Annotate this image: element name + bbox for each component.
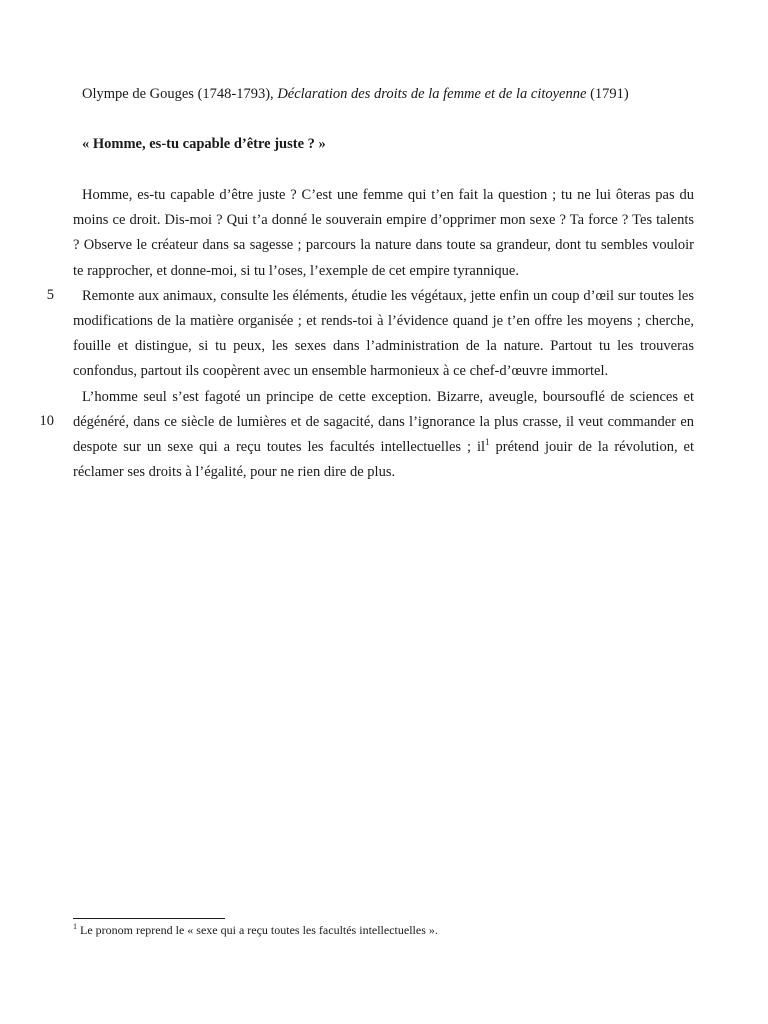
excerpt-title: « Homme, es-tu capable d’être juste ? » <box>82 136 326 152</box>
paragraph-1: Homme, es-tu capable d’être juste ? C’est une femme qui t’en fait la question ; tu ne lui ôteras pas du moins ce droit. Dis-moi ? Qui t’a donné le souverain empire d’opprimer mon sexe ? Ta force ? Tes talents ? Observe le créateur dans sa sagesse ; parcours la nature dans toute sa grandeur, dont tu sembles vouloir te rapprocher, et donne-moi, si tu l’oses, l’exemple de cet empire tyrannique. <box>73 187 694 279</box>
excerpt-body <box>73 183 694 485</box>
paragraph-2: Remonte aux animaux, consulte les éléments, étudie les végétaux, jette enfin un coup d’œil sur toutes les modifications de la matière organisée ; et rends-toi à l’évidence quand je t’en offre les moyens ; cherche, fouille et distingue, si tu peux, les sexes dans l’administration de la nature. Partout tu les trouveras confondus, partout ils coopèrent avec un ensemble harmonieux à ce chef-d’œuvre immortel. <box>73 287 694 380</box>
author-dates: Olympe de Gouges (1748-1793), <box>82 86 278 102</box>
paragraph-3 <box>73 385 694 486</box>
footnote-marker: 1 <box>73 922 77 931</box>
line-number-10: 10 <box>39 413 54 429</box>
line-number-5: 5 <box>46 287 54 303</box>
work-year: (1791) <box>586 86 629 102</box>
footnote-reference[interactable]: 1 <box>485 437 490 448</box>
footnote <box>73 923 438 938</box>
paragraph-3-start: L’homme seul s’est fagoté un principe de cette exception. Bizarre, aveugle, boursouflé de sciences et dégénéré, dans ce siècle de lumières et de sagacité, dans l’ignorance la plus crasse, il veut commander en despote sur un sexe qui a reçu toutes les facultés intellectuelles ; il <box>73 388 694 456</box>
footnote-separator <box>73 918 225 919</box>
footnote-text: Le pronom reprend le « sexe qui a reçu toutes les facultés intellectuelles ». <box>77 923 438 937</box>
source-citation <box>82 86 629 103</box>
work-title: Déclaration des droits de la femme et de la citoyenne <box>277 86 587 102</box>
paragraph-3-end: prétend jouir de la révolution, et réclamer ses droits à l’égalité, pour ne rien dire de plus. <box>73 439 694 481</box>
